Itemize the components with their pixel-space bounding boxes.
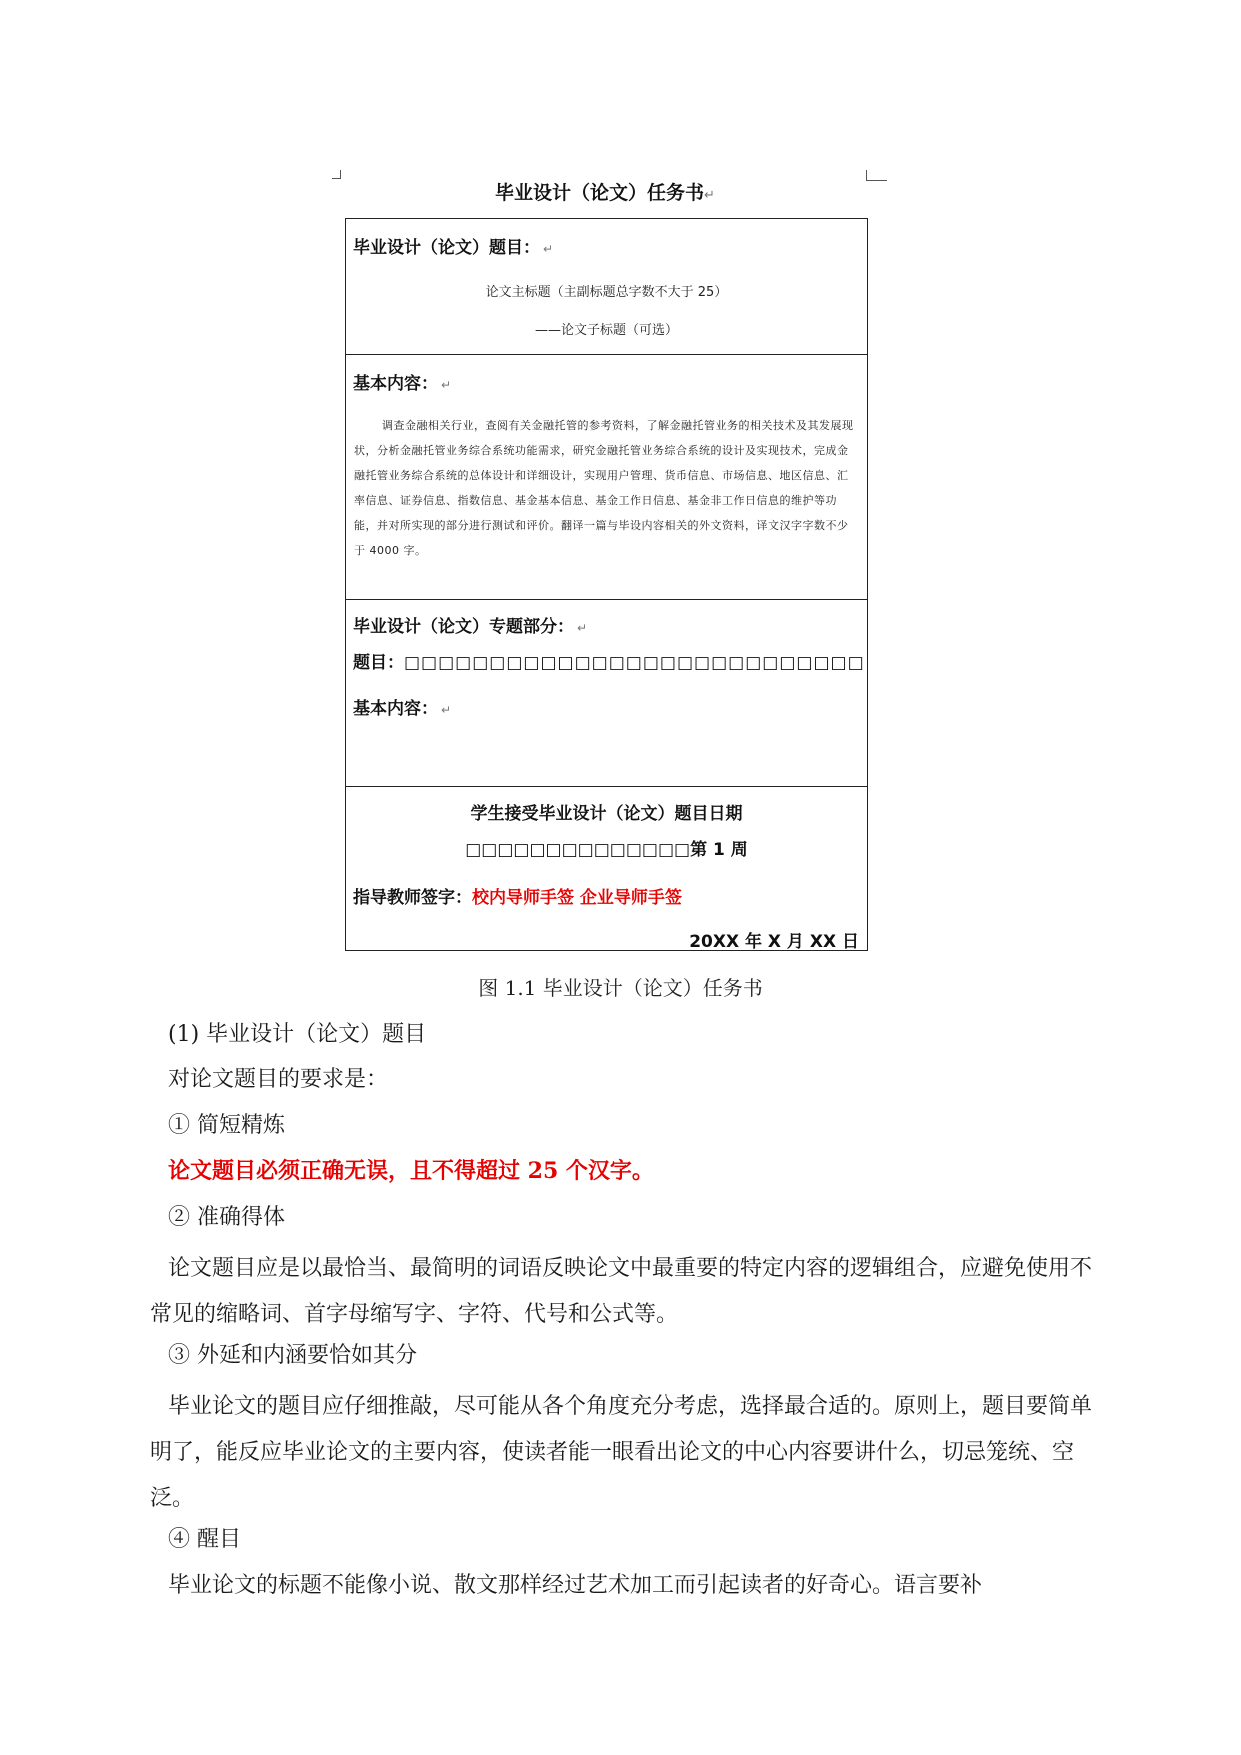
supervisor-row bbox=[353, 883, 682, 908]
item-3-heading: ③ 外延和内涵要恰如其分 bbox=[168, 1343, 417, 1368]
task-form-table bbox=[345, 218, 868, 951]
content-section bbox=[346, 355, 867, 600]
item-3-text: 毕业论文的题目应仔细推敲，尽可能从各个角度充分考虑，选择最合适的。原则上，题目要简单明了，能反应毕业论文的主要内容，使读者能一眼看出论文的中心内容要讲什么，切忌笼统、空泛。 bbox=[150, 1394, 1093, 1511]
content-text: 调查金融相关行业，查阅有关金融托管的参考资料，了解金融托管业务的相关技术及其发展现状，分析金融托管业务综合系统功能需求，研究金融托管业务综合系统的设计及实现技术，完成金融托管业务综合系统的总体设计和详细设计，实现用户管理、货币信息、市场信息、地区信息、汇率信息、证券信息、指数信息、基金基本信息、基金工作日信息、基金非工作日信息的维护等功能，并对所实现的部分进行测试和评价。翻译一篇与毕设内容相关的外文资料，译文汉字字数不少于 4000 字。 bbox=[354, 419, 854, 557]
section-heading: (1) 毕业设计（论文）题目 bbox=[168, 1022, 427, 1047]
special-topic-row bbox=[353, 648, 865, 673]
return-mark-icon: ↵ bbox=[704, 188, 715, 203]
special-content-label: 基本内容： ↵ bbox=[353, 699, 452, 719]
item-4-text: 毕业论文的标题不能像小说、散文那样经过艺术加工而引起读者的好奇心。语言要补 bbox=[168, 1573, 983, 1598]
item-1-emphasis: 论文题目必须正确无误，且不得超过 25 个汉字。 bbox=[168, 1158, 654, 1184]
special-section bbox=[346, 600, 867, 787]
special-label: 毕业设计（论文）专题部分： ↵ bbox=[353, 617, 588, 637]
item-2-text: 论文题目应是以最恰当、最简明的词语反映论文中最重要的特定内容的逻辑组合，应避免使用不常见的缩略词、首字母缩写字、字符、代号和公式等。 bbox=[150, 1256, 1093, 1327]
return-mark-icon: ↵ bbox=[441, 703, 452, 717]
return-mark-icon: ↵ bbox=[441, 378, 452, 392]
crop-mark-top-right bbox=[866, 170, 887, 181]
supervisor-signature: 校内导师手签 企业导师手签 bbox=[472, 888, 682, 908]
receive-label: 学生接受毕业设计（论文）题目日期 bbox=[470, 804, 743, 824]
content-label: 基本内容： ↵ bbox=[353, 374, 452, 394]
intro-text: 对论文题目的要求是： bbox=[168, 1067, 389, 1092]
special-topic-label: 题目： bbox=[353, 653, 404, 673]
crop-mark-top-left bbox=[332, 170, 341, 179]
receive-section bbox=[346, 787, 867, 952]
topic-section bbox=[346, 219, 867, 355]
form-title bbox=[345, 178, 865, 205]
sub-title: ——论文子标题（可选） bbox=[534, 323, 678, 338]
topic-label: 毕业设计（论文）题目： ↵ bbox=[353, 238, 554, 258]
signed-date: 20XX 年 X 月 XX 日 bbox=[689, 932, 859, 952]
item-1-heading: ① 简短精炼 bbox=[168, 1113, 285, 1138]
item-4-heading: ④ 醒目 bbox=[168, 1527, 241, 1552]
return-mark-icon: ↵ bbox=[543, 242, 554, 256]
form-title-text: 毕业设计（论文）任务书 bbox=[495, 182, 705, 204]
main-title: 论文主标题（主副标题总字数不大于 25） bbox=[485, 285, 728, 300]
supervisor-label: 指导教师签字： bbox=[353, 888, 472, 908]
figure-caption: 图 1.1 毕业设计（论文）任务书 bbox=[478, 976, 763, 1000]
return-mark-icon: ↵ bbox=[577, 621, 588, 635]
receive-value: □□□□□□□□□□□□□□第 1 周 bbox=[465, 840, 748, 860]
item-2-heading: ② 准确得体 bbox=[168, 1205, 285, 1230]
special-topic-value: □□□□□□□□□□□□□□□□□□□□□□□□□□□ bbox=[404, 653, 865, 673]
